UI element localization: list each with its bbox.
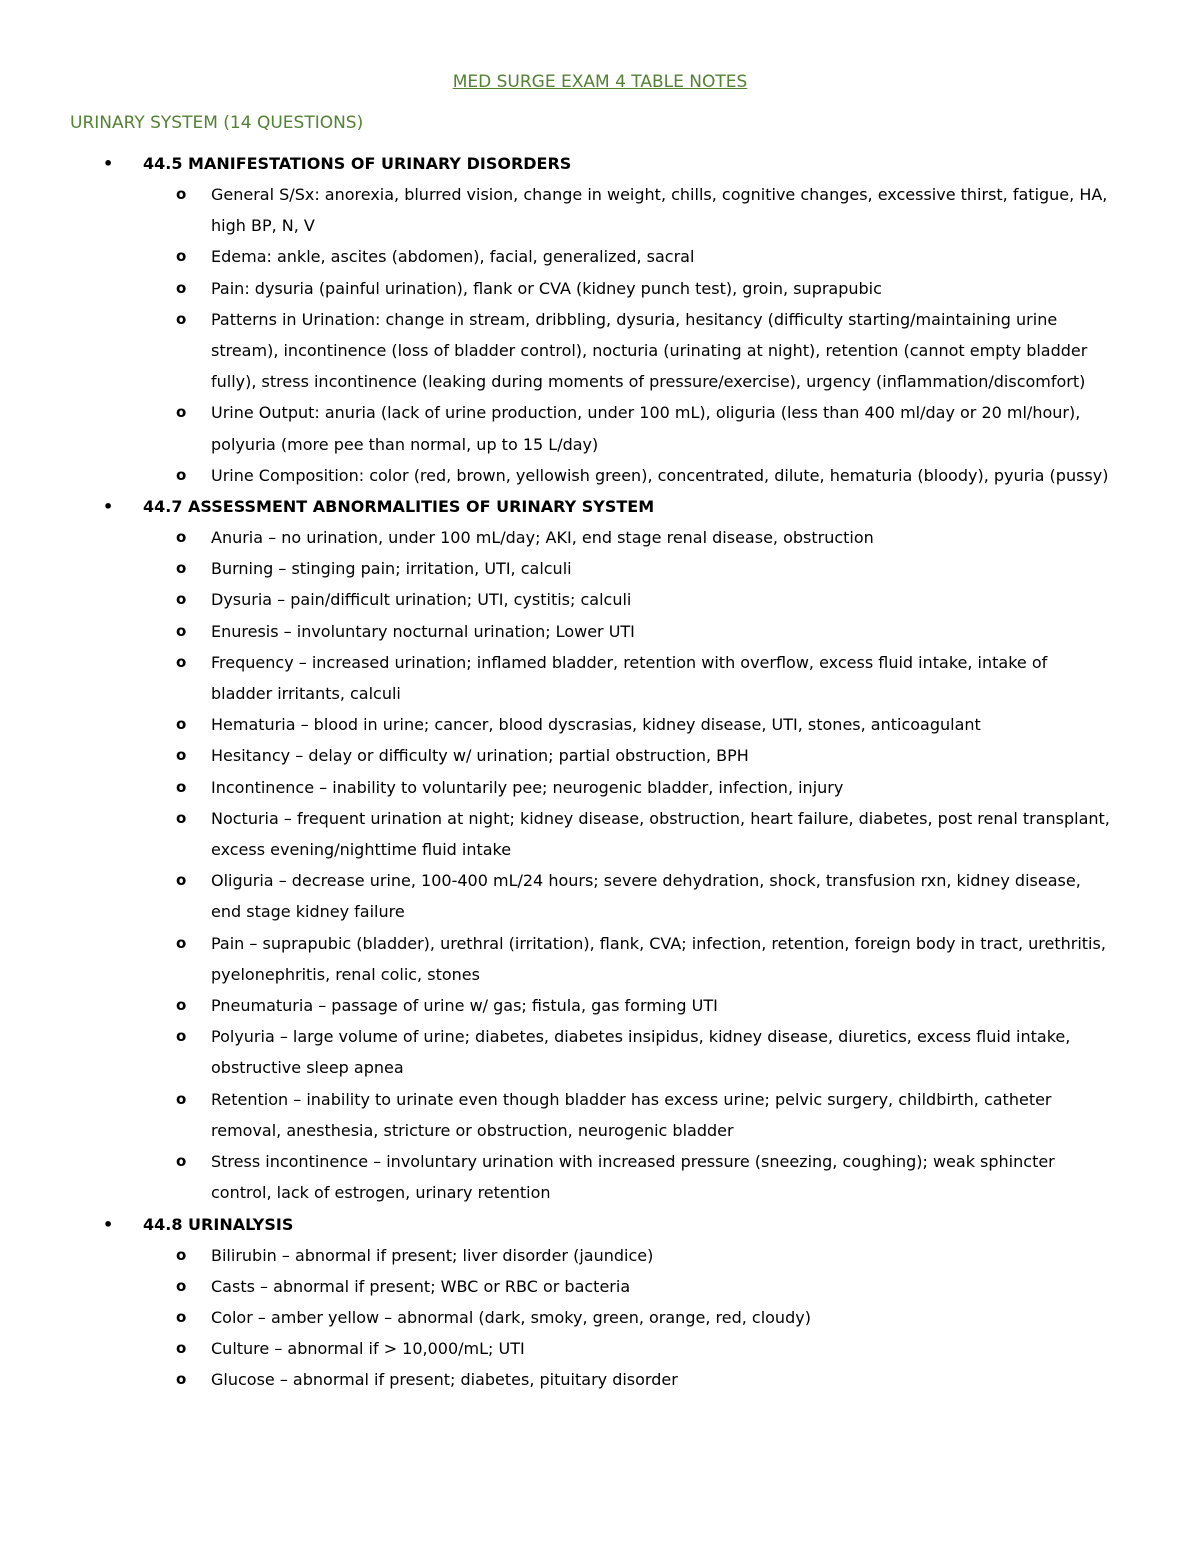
bullet-icon: • [103, 1214, 114, 1234]
section-heading: URINARY SYSTEM (14 QUESTIONS) [70, 113, 364, 133]
list-item [0, 179, 1111, 241]
list-item-text: Urine Output: anuria (lack of urine production, under 100 mL), oliguria (less than 400 ml/day or 20 ml/hour), polyuria (more pee than normal, up to 15 L/day) [211, 403, 1081, 454]
list-item [0, 1333, 1111, 1364]
list-item [0, 1084, 1111, 1146]
list-item [0, 1146, 1111, 1208]
topic-heading [0, 148, 1200, 179]
circle-bullet-icon: o [176, 871, 187, 890]
circle-bullet-icon: o [176, 1245, 187, 1264]
circle-bullet-icon: o [176, 1339, 187, 1358]
list-item-text: Color – amber yellow – abnormal (dark, smoky, green, orange, red, cloudy) [211, 1307, 811, 1327]
list-item-text: Urine Composition: color (red, brown, yellowish green), concentrated, dilute, hematuria (bloody), pyuria (pussy) [211, 465, 1109, 485]
list-item-text: Bilirubin – abnormal if present; liver disorder (jaundice) [211, 1245, 654, 1265]
list-item [0, 709, 1111, 740]
list-item [0, 584, 1111, 615]
list-item [0, 460, 1111, 491]
list-item [0, 1271, 1111, 1302]
list-item [0, 397, 1111, 459]
list-item-text: Hematuria – blood in urine; cancer, blood dyscrasias, kidney disease, UTI, stones, anticoagulant [211, 715, 981, 735]
topic-heading [0, 491, 1200, 522]
circle-bullet-icon: o [176, 247, 187, 266]
topic-item-list [0, 522, 1200, 1208]
list-item [0, 865, 1111, 927]
list-item [0, 1021, 1111, 1083]
list-item-text: Edema: ankle, ascites (abdomen), facial, generalized, sacral [211, 247, 695, 267]
list-item-text: Pain – suprapubic (bladder), urethral (irritation), flank, CVA; infection, retention, foreign body in tract, urethritis, pyelonephritis, renal colic, stones [211, 933, 1106, 984]
list-item-text: Polyuria – large volume of urine; diabetes, diabetes insipidus, kidney disease, diuretics, excess fluid intake, obstructive sleep apnea [211, 1027, 1071, 1078]
list-item [0, 990, 1111, 1021]
list-item-text: Culture – abnormal if > 10,000/mL; UTI [211, 1339, 525, 1359]
circle-bullet-icon: o [176, 1307, 187, 1326]
topic-item-list [0, 179, 1200, 491]
list-item-text: Casts – abnormal if present; WBC or RBC or bacteria [211, 1276, 631, 1296]
list-item-text: Incontinence – inability to voluntarily pee; neurogenic bladder, infection, injury [211, 777, 844, 797]
list-item-text: Stress incontinence – involuntary urination with increased pressure (sneezing, coughing); weak sphincter control, lack of estrogen, urinary retention [211, 1152, 1055, 1203]
circle-bullet-icon: o [176, 528, 187, 547]
list-item [0, 772, 1111, 803]
list-item [0, 803, 1111, 865]
list-item-text: Anuria – no urination, under 100 mL/day; AKI, end stage renal disease, obstruction [211, 528, 874, 548]
document-title: MED SURGE EXAM 4 TABLE NOTES [452, 72, 748, 92]
circle-bullet-icon: o [176, 996, 187, 1015]
circle-bullet-icon: o [176, 933, 187, 952]
circle-bullet-icon: o [176, 1152, 187, 1171]
circle-bullet-icon: o [176, 746, 187, 765]
circle-bullet-icon: o [176, 590, 187, 609]
list-item [0, 241, 1111, 272]
document-body [0, 148, 1200, 1396]
circle-bullet-icon: o [176, 559, 187, 578]
list-item [0, 616, 1111, 647]
circle-bullet-icon: o [176, 1089, 187, 1108]
list-item-text: Patterns in Urination: change in stream, dribbling, dysuria, hesitancy (difficulty starting/maintaining urine stream), incontinence (loss of bladder control), nocturia (urinating at night), retention (cannot empty bladder fully), stress incontinence (leaking during moments of pressure/exercise), urgency (inflammation/discomfort) [211, 309, 1088, 392]
topic-item-list [0, 1240, 1200, 1396]
circle-bullet-icon: o [176, 715, 187, 734]
list-item-text: Burning – stinging pain; irritation, UTI, calculi [211, 559, 572, 579]
list-item-text: Hesitancy – delay or difficulty w/ urination; partial obstruction, BPH [211, 746, 749, 766]
list-item-text: General S/Sx: anorexia, blurred vision, change in weight, chills, cognitive changes, excessive thirst, fatigue, HA, high BP, N, V [211, 185, 1108, 236]
circle-bullet-icon: o [176, 309, 187, 328]
circle-bullet-icon: o [176, 465, 187, 484]
list-item-text: Enuresis – involuntary nocturnal urination; Lower UTI [211, 621, 635, 641]
list-item [0, 1302, 1111, 1333]
circle-bullet-icon: o [176, 777, 187, 796]
list-item-text: Retention – inability to urinate even though bladder has excess urine; pelvic surgery, childbirth, catheter removal, anesthesia, stricture or obstruction, neurogenic bladder [211, 1089, 1052, 1140]
bullet-icon: • [103, 497, 114, 517]
circle-bullet-icon: o [176, 278, 187, 297]
list-item [0, 273, 1111, 304]
circle-bullet-icon: o [176, 1276, 187, 1295]
list-item-text: Frequency – increased urination; inflamed bladder, retention with overflow, excess fluid intake, intake of bladder irritants, calculi [211, 652, 1048, 704]
list-item [0, 928, 1111, 990]
circle-bullet-icon: o [176, 621, 187, 640]
list-item-text: Nocturia – frequent urination at night; kidney disease, obstruction, heart failure, diabetes, post renal transplant, excess evening/nighttime fluid intake [211, 808, 1110, 860]
circle-bullet-icon: o [176, 1027, 187, 1046]
list-item [0, 740, 1111, 771]
topic-heading [0, 1209, 1200, 1240]
circle-bullet-icon: o [176, 185, 187, 203]
circle-bullet-icon: o [176, 808, 187, 827]
list-item-text: Pneumaturia – passage of urine w/ gas; fistula, gas forming UTI [211, 996, 718, 1016]
topic-heading-text: 44.5 MANIFESTATIONS OF URINARY DISORDERS [143, 154, 572, 173]
list-item [0, 522, 1111, 553]
topic-heading-text: 44.7 ASSESSMENT ABNORMALITIES OF URINARY SYSTEM [143, 497, 655, 517]
list-item [0, 1364, 1111, 1395]
topic-heading-text: 44.8 URINALYSIS [143, 1214, 294, 1234]
list-item-text: Glucose – abnormal if present; diabetes, pituitary disorder [211, 1370, 678, 1390]
list-item-text: Dysuria – pain/difficult urination; UTI, cystitis; calculi [211, 590, 632, 610]
circle-bullet-icon: o [176, 403, 187, 422]
list-item [0, 553, 1111, 584]
list-item-text: Oliguria – decrease urine, 100-400 mL/24 hours; severe dehydration, shock, transfusion rxn, kidney disease, end stage kidney failure [211, 871, 1081, 922]
bullet-icon: • [103, 154, 114, 173]
circle-bullet-icon: o [176, 1370, 187, 1389]
circle-bullet-icon: o [176, 652, 187, 671]
list-item [0, 1240, 1111, 1271]
list-item [0, 647, 1111, 709]
list-item [0, 304, 1111, 398]
list-item-text: Pain: dysuria (painful urination), flank or CVA (kidney punch test), groin, suprapubic [211, 278, 882, 298]
